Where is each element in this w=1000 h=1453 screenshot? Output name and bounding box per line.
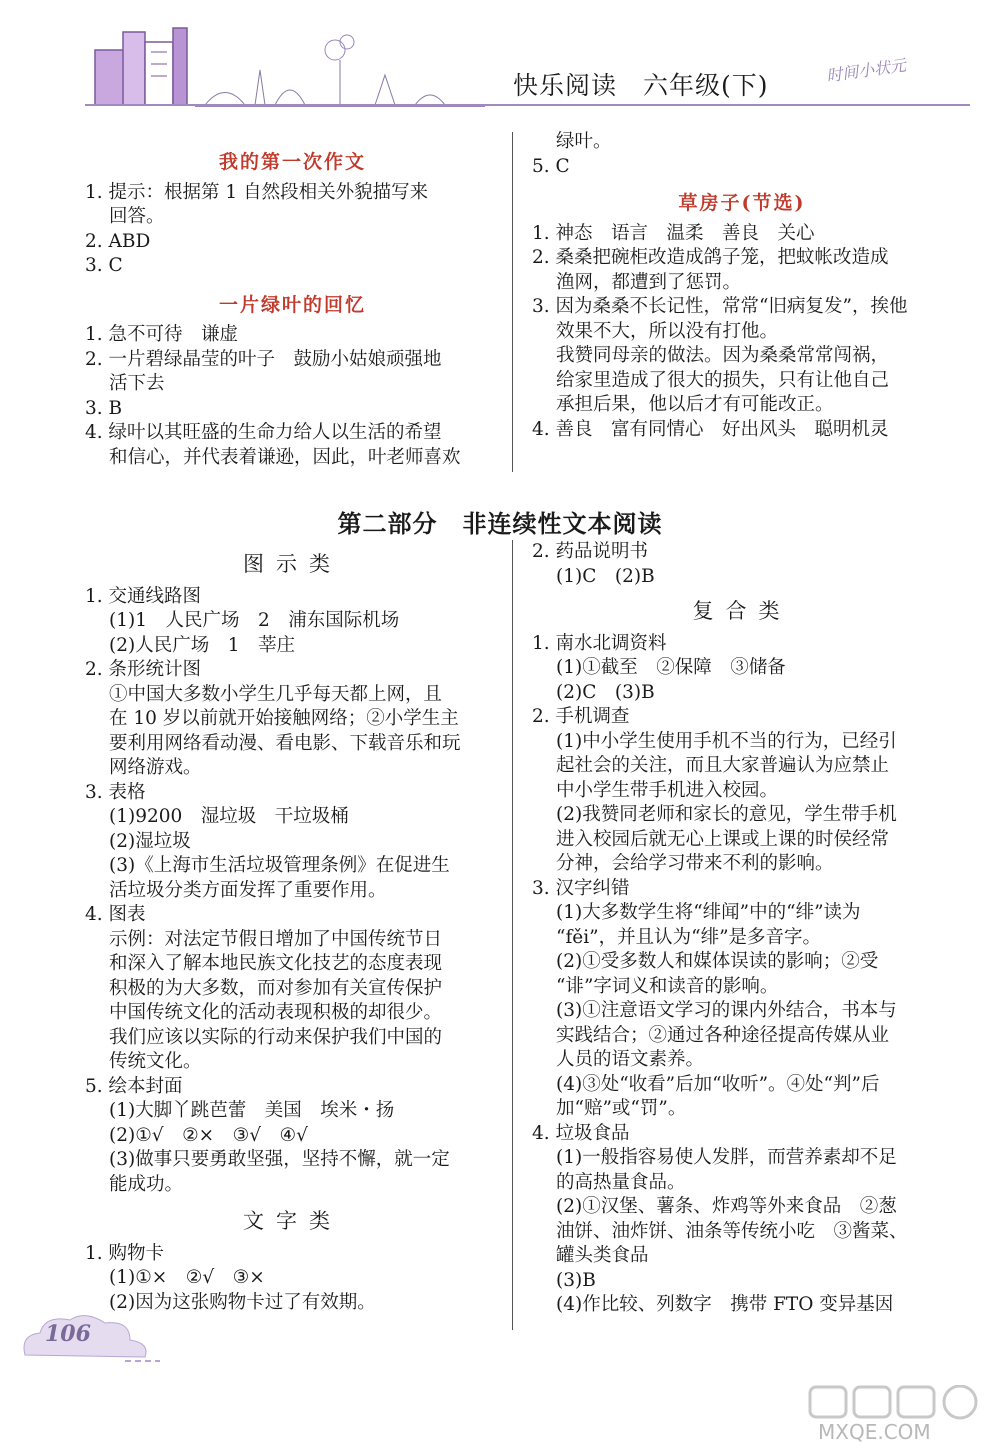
answer-line: (4)作比较、列数字 携带 FTO 变异基因 xyxy=(556,1294,894,1315)
answer-line: 2. 桑桑把碗柜改造成鸽子笼，把蚊帐改造成 xyxy=(532,247,889,268)
bottom-right-column xyxy=(532,540,952,1318)
answer-line: 4. 图表 xyxy=(85,904,146,925)
answer-line: 回答。 xyxy=(109,206,165,227)
answer-line: 在 10 岁以前就开始接触网络；②小学生主 xyxy=(109,708,459,729)
answer-line: 2. 条形统计图 xyxy=(85,659,202,680)
answer-line: (2)我赞同老师和家长的意见，学生带手机 xyxy=(556,804,897,825)
part-heading: 第二部分 非连续性文本阅读 xyxy=(337,509,663,538)
section-title-first-composition: 我的第一次作文 xyxy=(218,151,366,173)
answer-line: (2)因为这张购物卡过了有效期。 xyxy=(109,1291,376,1313)
answer-line: (1)1 人民广场 2 浦东国际机场 xyxy=(109,610,400,631)
watermark-text: MXQE.COM xyxy=(818,1420,931,1444)
answer-line: (3)做事只要勇敢坚强，坚持不懈，就一定 xyxy=(109,1149,450,1170)
answer-line: (2)①受多数人和媒体误读的影响；②受 xyxy=(556,951,879,972)
answer-line: 我们应该以实际的行动来保护我们中国的 xyxy=(109,1026,443,1048)
page-number-badge xyxy=(15,1305,165,1365)
answer-line: 渔网，都遭到了惩罚。 xyxy=(556,271,742,293)
answer-line: “fěi”，并且认为“绯”是多音字。 xyxy=(556,926,822,948)
answer-line: 绿叶。 xyxy=(556,131,612,152)
category-title-diagram: 图示类 xyxy=(243,552,342,576)
city-skyline-illustration xyxy=(85,20,495,110)
answer-line: 网络游戏。 xyxy=(109,757,202,778)
answer-line: 2. 药品说明书 xyxy=(532,541,649,562)
answer-line: 4. 善良 富有同情心 好出风头 聪明机灵 xyxy=(532,418,889,440)
answer-line: 和信心，并代表着谦逊，因此，叶老师喜欢 xyxy=(109,446,461,468)
answer-line: 我赞同母亲的做法。因为桑桑常常闯祸， xyxy=(556,345,890,366)
answer-line: 起社会的关注，而且大家普遍认为应禁止 xyxy=(556,755,890,776)
answer-line: 积极的为大多数，而对参加有关宣传保护 xyxy=(109,977,443,999)
answer-line: (4)③处“收看”后加“收听”。④处“判”后 xyxy=(556,1073,880,1095)
bottom-left-column xyxy=(85,548,500,1315)
answer-line: 中小学生带手机进入校园。 xyxy=(556,779,779,801)
answer-line: 3. 汉字纠错 xyxy=(532,877,630,899)
answer-line: (3)①注意语文学习的课内外结合，书本与 xyxy=(556,1000,897,1021)
header-divider xyxy=(85,104,970,106)
answer-line: “诽”字词义和读音的影响。 xyxy=(556,975,779,997)
answer-line: 罐头类食品 xyxy=(556,1245,649,1266)
answer-line: 人员的语文素养。 xyxy=(556,1049,705,1070)
top-right-column xyxy=(532,130,952,442)
answer-line: (1)①× ②√ ③× xyxy=(109,1267,265,1288)
answer-line: (1)大多数学生将“绯闻”中的“绯”读为 xyxy=(556,902,861,923)
answer-line: (1)中小学生使用手机不当的行为，已经引 xyxy=(556,730,897,752)
column-divider-bottom xyxy=(512,540,513,1330)
answer-line: 传统文化。 xyxy=(109,1051,202,1072)
answer-line: 4. 绿叶以其旺盛的生命力给人以生活的希望 xyxy=(85,422,442,443)
answer-line: (2)湿垃圾 xyxy=(109,830,191,852)
answer-line: 实践结合；②通过各种途径提高传媒从业 xyxy=(556,1024,890,1046)
answer-line: 1. 提示：根据第 1 自然段相关外貌描写来 xyxy=(85,181,429,203)
answer-line: (3)《上海市生活垃圾管理条例》在促进生 xyxy=(109,855,450,876)
answer-line: 示例：对法定节假日增加了中国传统节日 xyxy=(109,928,443,950)
answer-line: (1)C (2)B xyxy=(556,565,655,587)
section-title-green-leaf: 一片绿叶的回忆 xyxy=(218,293,366,316)
answer-line: 3. 因为桑桑不长记性，常常“旧病复发”，挨他 xyxy=(532,296,908,317)
answer-line: 给家里造成了很大的损失，只有让他自己 xyxy=(556,369,890,391)
answer-line: 1. 神态 语言 温柔 善良 关心 xyxy=(532,222,815,244)
answer-line: 承担后果，他以后才有可能改正。 xyxy=(556,394,834,415)
book-title: 快乐阅读 六年级(下) xyxy=(513,71,769,100)
answer-line: 活下去 xyxy=(109,373,165,394)
answer-line: 4. 垃圾食品 xyxy=(532,1122,630,1144)
answer-line: (1)大脚丫跳芭蕾 美国 埃米・扬 xyxy=(109,1100,395,1121)
section-title-grass-house: 草房子(节选) xyxy=(678,192,806,214)
answer-line: (2)C (3)B xyxy=(556,681,655,703)
page-header xyxy=(0,0,1000,115)
answer-line: 3. 表格 xyxy=(85,781,146,803)
answer-line: 效果不大，所以没有打他。 xyxy=(556,320,779,342)
series-logo: 时间小状元 xyxy=(825,55,908,86)
answer-line: 活垃圾分类方面发挥了重要作用。 xyxy=(109,879,387,901)
category-title-text: 文字类 xyxy=(243,1209,342,1233)
answer-line: 1. 购物卡 xyxy=(85,1242,165,1264)
category-title-composite: 复合类 xyxy=(692,599,792,623)
page-number: 106 xyxy=(45,1321,91,1347)
answer-line: 分神，会给学习带来不利的影响。 xyxy=(556,853,834,874)
answer-line: 5. C xyxy=(532,155,570,177)
answer-line: 5. 绘本封面 xyxy=(85,1075,183,1097)
answer-line: 和深入了解本地民族文化技艺的态度表现 xyxy=(109,953,443,974)
answer-line: 2. 手机调查 xyxy=(532,706,630,727)
column-divider-top xyxy=(512,132,513,472)
answer-line: (2)①√ ②× ③√ ④√ xyxy=(109,1124,308,1146)
top-left-column xyxy=(85,142,500,470)
answer-line: 加“赔”或“罚”。 xyxy=(556,1098,687,1119)
answer-line: 1. 急不可待 谦虚 xyxy=(85,324,239,345)
answer-line: 3. B xyxy=(85,397,123,419)
answer-line: 要利用网络看动漫、看电影、下载音乐和玩 xyxy=(109,732,461,754)
answer-line: 1. 交通线路图 xyxy=(85,585,202,607)
answer-line: 的高热量食品。 xyxy=(556,1171,686,1193)
answer-line: 3. C xyxy=(85,255,123,276)
answer-line: (1)一般指容易使人发胖，而营养素却不足 xyxy=(556,1147,897,1168)
answer-line: (1)①截至 ②保障 ③储备 xyxy=(556,657,786,678)
answer-line: 中国传统文化的活动表现积极的却很少。 xyxy=(109,1002,443,1023)
answer-line: 1. 南水北调资料 xyxy=(532,632,667,654)
answer-line: (1)9200 湿垃圾 干垃圾桶 xyxy=(109,806,349,827)
answer-line: 油饼、油炸饼、油条等传统小吃 ③酱菜、 xyxy=(556,1220,908,1242)
answer-line: (2)人民广场 1 莘庄 xyxy=(109,634,295,656)
answer-line: 2. ABD xyxy=(85,230,151,252)
answer-line: 2. 一片碧绿晶莹的叶子 鼓励小姑娘顽强地 xyxy=(85,348,442,370)
answer-line: (3)B xyxy=(556,1269,596,1291)
answer-line: 能成功。 xyxy=(109,1173,184,1195)
answer-line: (2)①汉堡、薯条、炸鸡等外来食品 ②葱 xyxy=(556,1196,897,1217)
answer-line: 进入校园后就无心上课或上课的时侯经常 xyxy=(556,828,890,850)
answer-line: ①中国大多数小学生几乎每天都上网，且 xyxy=(109,683,443,705)
